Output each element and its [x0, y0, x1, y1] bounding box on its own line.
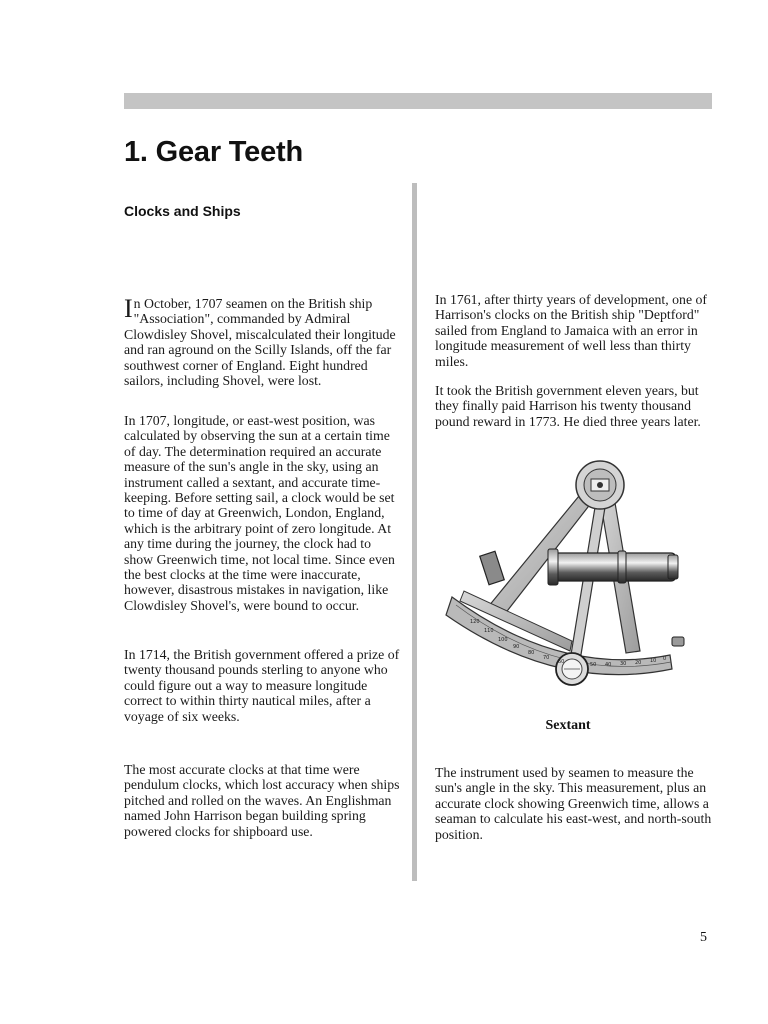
- paragraph-shipwreck: [124, 296, 402, 388]
- scale-label: 120: [470, 619, 480, 625]
- paragraph-deptford: In 1761, after thirty years of development, one of Harrison's clocks on the British ship "Deptford" sailed from England to Jamaica with an error in longitude measurement of well less than thirty miles.: [435, 292, 708, 369]
- paragraph-prize: In 1714, the British government offered a prize of twenty thousand pounds sterling to anyone who could figure out a way to measure longitude correct to within thirty nautical miles, after a voyage of six weeks.: [124, 647, 400, 724]
- header-rule: [124, 93, 712, 109]
- chapter-title: 1. Gear Teeth: [124, 136, 303, 168]
- paragraph-instrument: The instrument used by seamen to measure the sun's angle in the sky. This measurement, plus an accurate clock showing Greenwich time, allows a seaman to calculate his east-west, and north-south position.: [435, 765, 712, 842]
- paragraph-pendulum: The most accurate clocks at that time were pendulum clocks, which lost accuracy when ships pitched and rolled on the waves. An Englishman named John Harrison began building spring powered clocks for shipboard use.: [124, 762, 400, 839]
- scale-label: 20: [635, 660, 642, 666]
- scale-label: 70: [543, 655, 550, 661]
- scale-label: 110: [484, 628, 494, 634]
- scale-label: 30: [620, 661, 627, 667]
- figure-caption: Sextant: [545, 718, 591, 733]
- scale-label: 60: [558, 659, 565, 665]
- scale-label: 40: [605, 662, 612, 668]
- section-heading: Clocks and Ships: [124, 203, 241, 219]
- scale-label: 50: [590, 662, 597, 668]
- drop-cap: I: [124, 294, 133, 323]
- sextant-illustration-icon: [440, 455, 690, 695]
- paragraph-longitude: In 1707, longitude, or east-west position, was calculated by observing the sun at a certain time of day. The determination required an accurate measure of the sun's angle in the sky, using an instrument called a sextant, and accurate time-keeping. Before setting sail, a clock would be set to time of day at Greenwich, London, England, which is the arbitrary point of zero longitude. At any time during the journey, the clock had to show Greenwich time, not local time. Since even the best clocks at the time were inaccurate, however, disastrous mistakes in navigation, like Clowdisley Shovel's, were bound to occur.: [124, 413, 395, 613]
- scale-label: 100: [498, 637, 508, 643]
- scale-label: 80: [528, 650, 535, 656]
- page-number: 5: [700, 930, 707, 945]
- paragraph-reward: It took the British government eleven years, but they finally paid Harrison his twenty thousand pound reward in 1773. He died three years later.: [435, 383, 701, 429]
- scale-label: 10: [650, 658, 657, 664]
- paragraph-shipwreck-text: n October, 1707 seamen on the British ship "Association", commanded by Admiral Clowdisley Shovel, miscalculated their longitude and ran aground on the Scilly Islands, off the far southwest corner of England. Eight hundred sailors, including Shovel, were lost.: [124, 296, 396, 389]
- scale-label: 0: [663, 656, 667, 662]
- column-divider: [412, 183, 417, 881]
- scale-label: 90: [513, 644, 520, 650]
